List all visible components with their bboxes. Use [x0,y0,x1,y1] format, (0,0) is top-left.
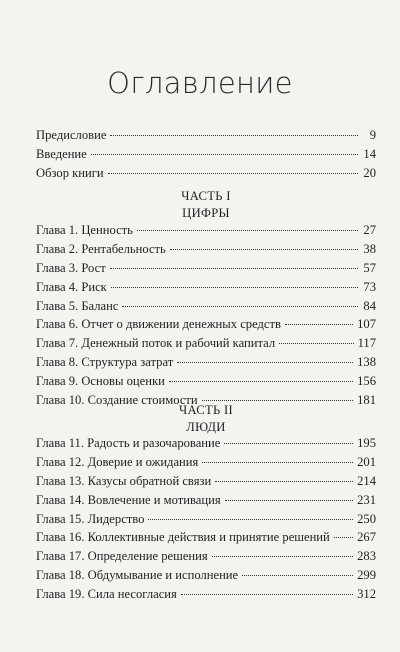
toc-entry[interactable] [36,472,376,491]
toc-entry-title: Глава 7. Денежный поток и рабочий капитал [36,336,276,351]
toc-entry-title: Глава 18. Обдумывание и исполнение [36,568,239,583]
toc-entry[interactable] [36,259,376,278]
part-1-heading [36,188,376,222]
dot-leader [170,249,358,250]
toc-entry[interactable] [36,585,376,604]
toc-entry[interactable] [36,491,376,510]
toc-entry[interactable] [36,221,376,240]
toc-entry-title: Глава 4. Риск [36,279,107,294]
toc-entry-title: Глава 2. Рентабельность [36,241,166,256]
part-name: ЛЮДИ [186,420,226,434]
toc-entry-page: 267 [357,530,376,545]
dot-leader [137,230,358,231]
toc-entry[interactable] [36,240,376,259]
toc-entry-page: 195 [357,436,376,450]
part-1-chapters [36,221,376,410]
part-label: ЧАСТЬ I [181,189,231,203]
toc-entry-page: 20 [363,165,376,180]
toc-entry-title: Глава 10. Создание стоимости [36,393,198,408]
dot-leader [177,362,353,363]
part-2-heading [36,402,376,436]
toc-entry-title: Глава 8. Структура затрат [36,355,174,370]
toc-entry[interactable] [36,353,376,372]
toc-entry-title: Глава 19. Сила несогласия [36,587,177,602]
toc-entry-page: 57 [363,260,376,275]
dot-leader [215,481,353,482]
dot-leader [225,500,353,501]
dot-leader [242,575,353,576]
part-label: ЧАСТЬ II [179,403,233,417]
dot-leader [334,537,353,538]
toc-entry[interactable] [36,334,376,353]
toc-entry-page: 14 [363,146,376,161]
toc-entry[interactable] [36,164,376,183]
toc-entry-title: Глава 13. Казусы обратной связи [36,473,212,488]
toc-entry-page: 231 [357,492,376,507]
dot-leader [224,443,353,444]
toc-entry-title: Предисловие [36,128,107,142]
toc-entry[interactable] [36,278,376,297]
toc-entry-title: Глава 11. Радость и разочарование [36,436,221,450]
dot-leader [202,462,353,463]
dot-leader [110,135,358,136]
toc-entry-title: Введение [36,146,87,161]
toc-entry[interactable] [36,126,376,145]
toc-entry[interactable] [36,528,376,547]
toc-entry-page: 73 [363,279,376,294]
dot-leader [148,519,353,520]
toc-entry-title: Обзор книги [36,165,104,180]
toc-entry-page: 312 [357,587,376,602]
toc-entry[interactable] [36,453,376,472]
toc-entry-page: 9 [369,128,376,142]
toc-entry-page: 107 [357,317,376,332]
front-matter-list [36,126,376,183]
dot-leader [279,343,353,344]
part-name: ЦИФРЫ [182,206,230,220]
toc-entry-title: Глава 16. Коллективные действия и принятие решений [36,530,330,545]
toc-entry-title: Глава 3. Рост [36,260,106,275]
toc-entry-title: Глава 12. Доверие и ожидания [36,454,199,469]
toc-entry-page: 283 [357,549,376,564]
toc-entry[interactable] [36,372,376,391]
toc-entry-title: Глава 17. Определение решения [36,549,208,564]
dot-leader [108,173,358,174]
dot-leader [169,381,353,382]
toc-entry-page: 156 [357,374,376,389]
toc-entry-title: Глава 5. Баланс [36,298,119,313]
toc-entry[interactable] [36,434,376,453]
dot-leader [122,306,358,307]
dot-leader [202,400,353,401]
toc-entry-page: 299 [357,568,376,583]
toc-entry[interactable] [36,547,376,566]
toc-entry-page: 181 [357,393,376,408]
toc-entry[interactable] [36,297,376,316]
dot-leader [110,268,358,269]
toc-entry-title: Глава 15. Лидерство [36,511,145,526]
dot-leader [111,287,358,288]
toc-entry-title: Глава 6. Отчет о движении денежных средств [36,317,281,332]
dot-leader [285,324,353,325]
toc-entry-page: 201 [357,454,376,469]
toc-entry[interactable] [36,315,376,334]
page-title: Оглавление [107,66,293,100]
toc-entry-title: Глава 1. Ценность [36,223,133,237]
toc-entry-title: Глава 9. Основы оценки [36,374,165,389]
toc-entry-page: 84 [363,298,376,313]
part-2-chapters [36,434,376,604]
toc-entry[interactable] [36,145,376,164]
toc-entry-page: 27 [363,223,376,237]
toc-entry[interactable] [36,510,376,529]
toc-entry-page: 117 [357,336,376,351]
toc-entry-page: 38 [363,241,376,256]
dot-leader [181,594,353,595]
dot-leader [212,556,353,557]
toc-entry[interactable] [36,566,376,585]
toc-entry-page: 250 [357,511,376,526]
toc-entry-page: 214 [357,473,376,488]
dot-leader [91,154,358,155]
toc-entry-page: 138 [357,355,376,370]
toc-entry-title: Глава 14. Вовлечение и мотивация [36,492,221,507]
